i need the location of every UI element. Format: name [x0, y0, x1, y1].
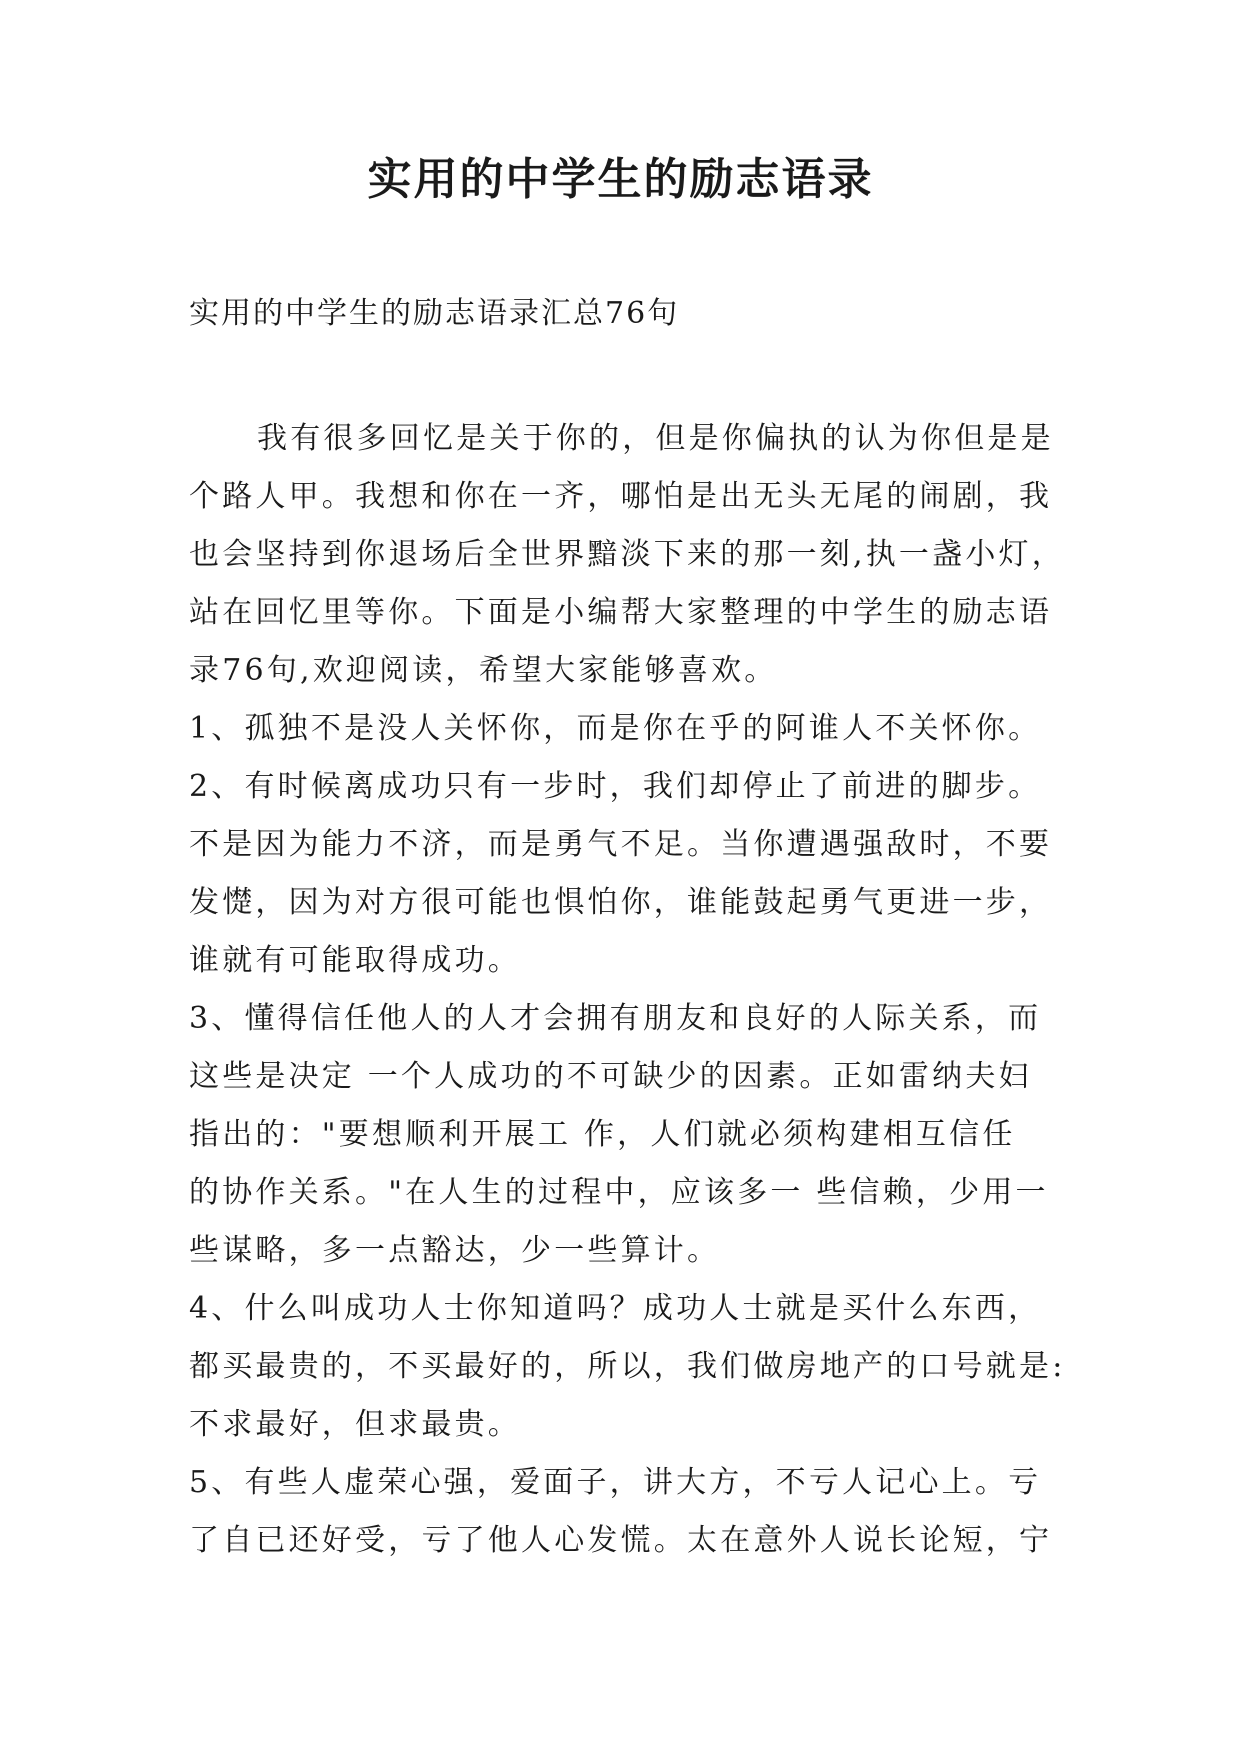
text-line: 站在回忆里等你。下面是小编帮大家整理的中学生的励志语: [189, 595, 1053, 630]
text-line: 谁就有可能取得成功。: [189, 943, 521, 978]
text-line: 4、什么叫成功人士你知道吗？成功人士就是买什么东西，: [189, 1291, 1042, 1326]
text-line: 不求最好，但求最贵。: [189, 1407, 521, 1442]
document-body: [189, 410, 1066, 1570]
text-line: 录76句,欢迎阅读，希望大家能够喜欢。: [189, 653, 778, 688]
text-line: 3、懂得信任他人的人才会拥有朋友和良好的人际关系，而: [189, 1001, 1042, 1036]
text-line: 2、有时候离成功只有一步时，我们却停止了前进的脚步。: [189, 769, 1042, 804]
text-line: 个路人甲。我想和你在一齐，哪怕是出无头无尾的闹剧，我: [189, 479, 1053, 514]
text-line: 也会坚持到你退场后全世界黯淡下来的那一刻,执一盏小灯，: [189, 537, 1065, 572]
text-line: 了自已还好受，亏了他人心发慌。太在意外人说长论短，宁: [189, 1523, 1053, 1558]
page-subtitle: 实用的中学生的励志语录汇总76句: [189, 296, 680, 331]
text-line: 些谋略，多一点豁达，少一些算计。: [189, 1233, 721, 1268]
text-line: 的协作关系。"在人生的过程中，应该多一 些信赖，少用一: [189, 1175, 1049, 1210]
text-line: 1、孤独不是没人关怀你，而是你在乎的阿谁人不关怀你。: [189, 711, 1042, 746]
text-line: 不是因为能力不济，而是勇气不足。当你遭遇强敌时，不要: [189, 827, 1053, 862]
text-line: 都买最贵的，不买最好的，所以，我们做房地产的口号就是:: [189, 1349, 1066, 1384]
text-line: 这些是决定 一个人成功的不可缺少的因素。正如雷纳夫妇: [189, 1059, 1032, 1094]
text-line: 发憷，因为对方很可能也惧怕你，谁能鼓起勇气更进一步，: [189, 885, 1053, 920]
text-line: 我有很多回忆是关于你的，但是你偏执的认为你但是是: [257, 421, 1054, 456]
page-title: 实用的中学生的励志语录: [367, 154, 874, 205]
text-line: 指出的："要想顺利开展工 作，人们就必须构建相互信任: [189, 1117, 1016, 1152]
text-line: 5、有些人虚荣心强，爱面子，讲大方，不亏人记心上。亏: [189, 1465, 1042, 1500]
